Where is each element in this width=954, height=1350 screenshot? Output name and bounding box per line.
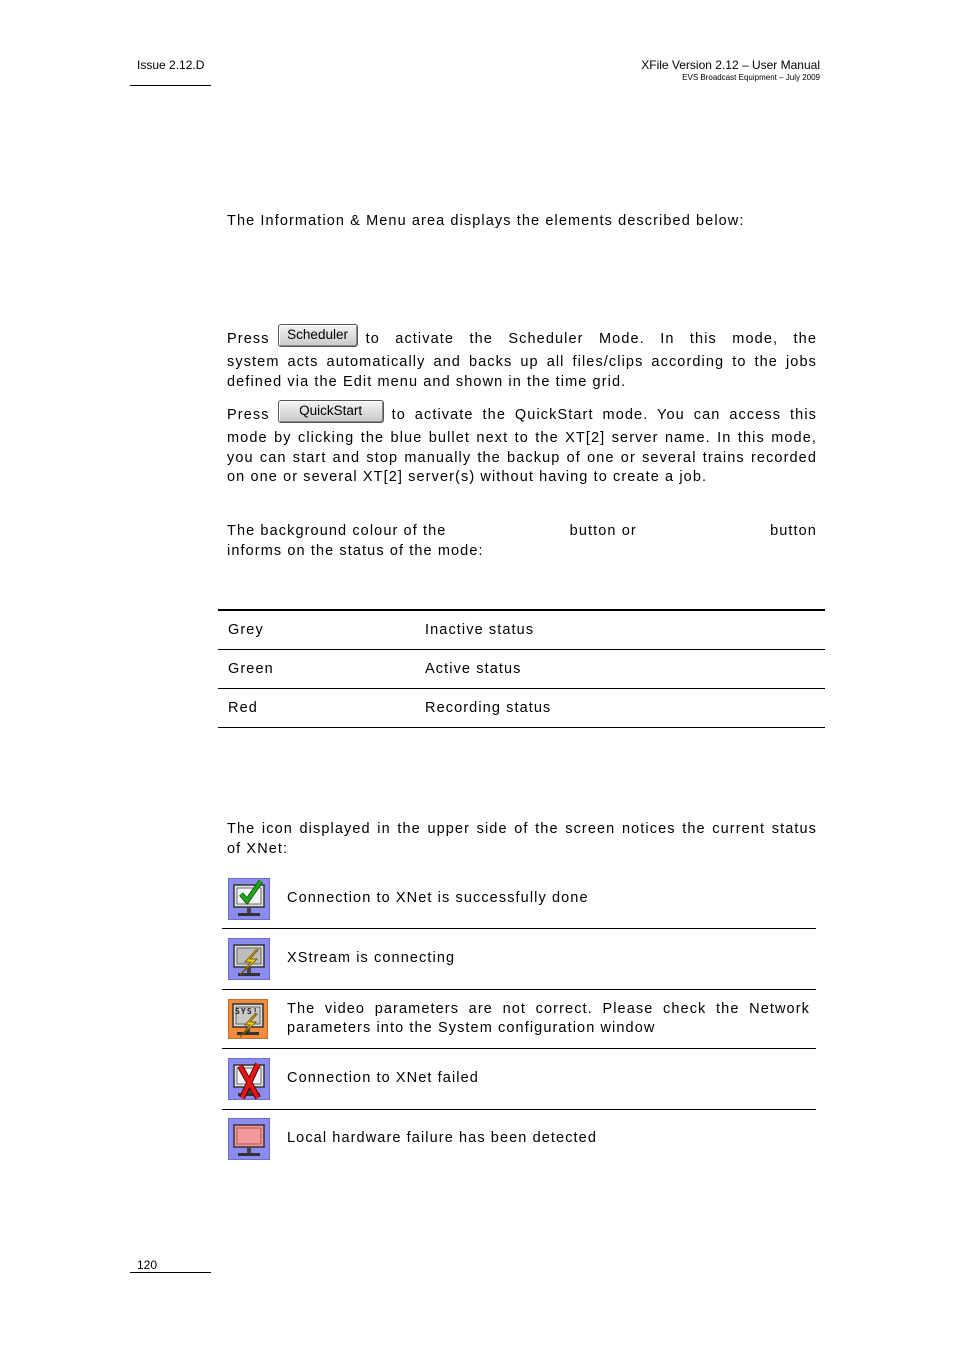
monitor-sys-warning-icon — [228, 999, 268, 1039]
manual-title: XFile Version 2.12 – User Manual — [641, 58, 820, 72]
status-meaning: Inactive status — [415, 610, 825, 650]
icon-description: Local hardware failure has been detected — [287, 1130, 598, 1147]
list-item — [222, 870, 816, 929]
background-part1: The background colour of the — [227, 523, 447, 539]
monitor-red-icon — [228, 1118, 270, 1160]
xnet-icon-list — [222, 870, 816, 1168]
list-item — [222, 1110, 816, 1168]
quickstart-first-line — [227, 403, 817, 429]
icon-description: The video parameters are not correct. Please check the Network parameters into the System configuration window — [287, 1000, 810, 1036]
table-row — [218, 610, 825, 650]
intro-paragraph: The Information & Menu area displays the elements described below: — [227, 213, 745, 229]
list-item — [222, 990, 816, 1049]
icon-description: Connection to XNet is successfully done — [287, 890, 589, 907]
scheduler-paragraph — [227, 327, 817, 392]
scheduler-first-line — [227, 327, 817, 353]
background-paragraph — [227, 522, 817, 561]
xnet-intro-paragraph: The icon displayed in the upper side of the screen notices the current status of XNet: — [227, 821, 817, 857]
monitor-lightning-icon — [228, 938, 270, 980]
icon-description: Connection to XNet failed — [287, 1070, 479, 1087]
page-number: 120 — [137, 1258, 158, 1272]
svg-text:SYS!: SYS! — [235, 1007, 259, 1016]
list-item — [222, 1049, 816, 1110]
table-row — [218, 689, 825, 728]
header-title-block — [641, 58, 820, 82]
quickstart-paragraph — [227, 403, 817, 488]
scheduler-text-first: to activate the Scheduler Mode. In this mode, the — [365, 331, 817, 347]
status-colour: Red — [218, 689, 415, 728]
quickstart-text-first: to activate the QuickStart mode. You can access this — [391, 407, 817, 423]
monitor-x-icon — [228, 1058, 270, 1100]
monitor-check-icon — [228, 878, 270, 920]
header-left-rule — [130, 85, 211, 86]
list-item — [222, 929, 816, 990]
status-meaning: Recording status — [415, 689, 825, 728]
icon-description: XStream is connecting — [287, 950, 456, 967]
table-row — [218, 650, 825, 689]
background-part3: button — [770, 523, 817, 539]
background-first-line — [227, 522, 817, 542]
background-line2: informs on the status of the mode: — [227, 542, 484, 559]
status-colour: Grey — [218, 610, 415, 650]
quickstart-press-word: Press — [227, 407, 270, 423]
scheduler-button[interactable]: Scheduler — [278, 324, 358, 347]
scheduler-text-rest: system acts automatically and backs up all files/clips according to the jobs defined via the Edit menu and shown in the time grid. — [227, 354, 817, 390]
issue-label: Issue 2.12.D — [137, 58, 205, 72]
background-part2: button or — [569, 523, 637, 539]
quickstart-text-rest: mode by clicking the blue bullet next to the XT[2] server name. In this mode, you can start and stop manually the backup of one or several trains recorded on one or several XT[2] server(s) without having to create a job. — [227, 430, 817, 485]
status-meaning: Active status — [415, 650, 825, 689]
status-table — [218, 609, 825, 728]
status-colour: Green — [218, 650, 415, 689]
scheduler-press-word: Press — [227, 331, 270, 347]
footer-rule — [130, 1272, 211, 1273]
quickstart-button[interactable]: QuickStart — [278, 400, 384, 423]
manual-subtitle: EVS Broadcast Equipment – July 2009 — [682, 73, 820, 82]
